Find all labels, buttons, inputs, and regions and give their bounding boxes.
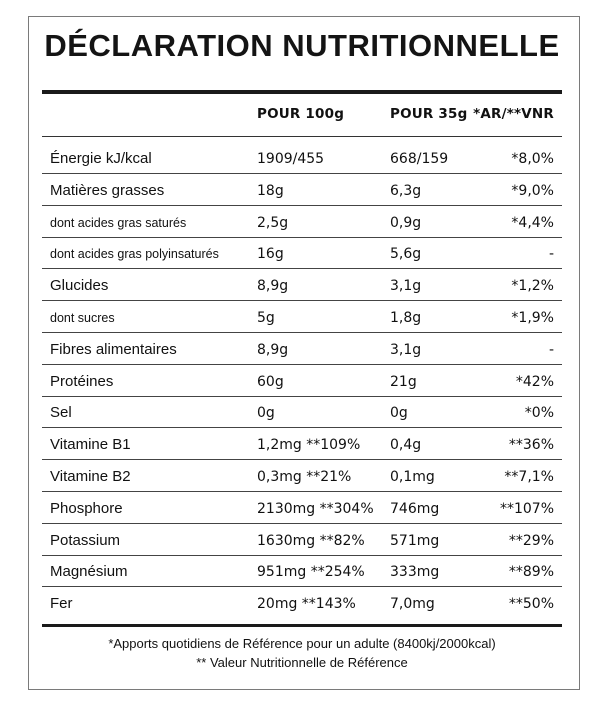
- value-per-100g: 0g: [257, 405, 275, 422]
- table-row: [42, 366, 562, 397]
- value-per-35g: 0,9g: [390, 214, 422, 231]
- table-row: [42, 397, 562, 428]
- value-per-35g: 0g: [390, 405, 408, 422]
- value-ar-vnr: **36%: [508, 437, 554, 454]
- nutrient-name: Vitamine B1: [50, 436, 131, 454]
- value-per-100g: 20mg **143%: [257, 596, 356, 613]
- table-row: [42, 302, 562, 333]
- value-per-100g: 18g: [257, 182, 284, 199]
- value-ar-vnr: *8,0%: [511, 151, 554, 167]
- nutrient-name: Sel: [50, 404, 72, 422]
- nutrient-name: dont sucres: [50, 311, 115, 325]
- value-ar-vnr: -: [548, 246, 554, 263]
- value-per-35g: 571mg: [390, 532, 440, 549]
- table-row: [42, 143, 562, 174]
- nutrient-name: Magnésium: [50, 563, 128, 581]
- value-per-35g: 21g: [390, 373, 417, 390]
- value-per-35g: 333mg: [390, 564, 440, 581]
- value-per-100g: 60g: [257, 373, 284, 390]
- table-row: [42, 525, 562, 556]
- table-row: [42, 175, 562, 206]
- value-per-35g: 0,1mg: [390, 469, 435, 485]
- header-per-100g: POUR 100g: [257, 106, 345, 122]
- value-per-35g: 3,1g: [390, 278, 422, 295]
- nutrient-name: dont acides gras polyinsaturés: [50, 247, 219, 262]
- nutrient-name: Vitamine B2: [50, 468, 131, 485]
- value-ar-vnr: *1,2%: [511, 278, 554, 295]
- nutrient-name: Glucides: [50, 277, 109, 295]
- nutrient-name: Fibres alimentaires: [50, 340, 177, 358]
- table-row: [42, 270, 562, 301]
- value-ar-vnr: -: [548, 341, 554, 358]
- value-per-35g: 668/159: [390, 151, 449, 167]
- header-ar-vnr: *AR/**VNR: [473, 106, 554, 122]
- value-ar-vnr: *0%: [524, 405, 554, 422]
- table-row: [42, 334, 562, 365]
- table-row: [42, 429, 562, 460]
- table-row: [42, 493, 562, 524]
- value-ar-vnr: *42%: [515, 373, 554, 390]
- footnote-ar: *Apports quotidiens de Référence pour un adulte (8400kj/2000kcal): [108, 636, 496, 651]
- nutrient-name: Matières grasses: [50, 181, 165, 199]
- value-per-100g: 2,5g: [257, 214, 289, 231]
- footnote-vnr: ** Valeur Nutritionnelle de Référence: [196, 655, 408, 670]
- value-ar-vnr: *1,9%: [511, 310, 554, 326]
- value-per-35g: 5,6g: [390, 246, 422, 263]
- value-per-100g: 1909/455: [257, 151, 325, 167]
- table-row: [42, 207, 562, 238]
- value-per-35g: 7,0mg: [390, 596, 435, 613]
- table-row: [42, 238, 562, 269]
- nutrient-name: dont acides gras saturés: [50, 215, 187, 230]
- value-per-100g: 0,3mg **21%: [257, 469, 352, 485]
- value-per-35g: 3,1g: [390, 341, 422, 358]
- table-row: [42, 461, 562, 492]
- header-per-35g: POUR 35g: [390, 106, 468, 122]
- value-ar-vnr: *4,4%: [511, 214, 554, 231]
- nutrient-name: Fer: [50, 595, 73, 613]
- title-divider: [42, 90, 562, 94]
- value-per-35g: 746mg: [390, 500, 440, 517]
- value-ar-vnr: **29%: [508, 532, 554, 549]
- value-per-100g: 1,2mg **109%: [257, 437, 361, 454]
- nutrient-name: Protéines: [50, 372, 114, 390]
- page-title: DÉCLARATION NUTRITIONNELLE: [44, 28, 560, 63]
- table-row: [42, 556, 562, 587]
- value-per-100g: 16g: [257, 246, 284, 263]
- value-per-100g: 8,9g: [257, 341, 289, 358]
- value-ar-vnr: **89%: [508, 564, 554, 581]
- value-ar-vnr: **7,1%: [504, 469, 554, 485]
- value-per-100g: 1630mg **82%: [257, 532, 365, 549]
- value-ar-vnr: *9,0%: [511, 182, 554, 199]
- value-ar-vnr: **50%: [508, 596, 554, 613]
- header-divider: [42, 136, 562, 137]
- value-per-100g: 5g: [257, 310, 275, 326]
- value-per-100g: 951mg **254%: [257, 564, 365, 581]
- value-per-35g: 1,8g: [390, 310, 422, 326]
- value-per-100g: 8,9g: [257, 278, 289, 295]
- value-ar-vnr: **107%: [499, 500, 554, 517]
- nutrient-name: Phosphore: [50, 499, 123, 517]
- value-per-35g: 6,3g: [390, 182, 422, 199]
- table-row: [42, 588, 562, 619]
- value-per-100g: 2130mg **304%: [257, 500, 374, 517]
- nutrient-name: Potassium: [50, 531, 121, 549]
- nutrient-name: Énergie kJ/kcal: [50, 150, 152, 167]
- footer-divider: [42, 624, 562, 627]
- value-per-35g: 0,4g: [390, 437, 422, 454]
